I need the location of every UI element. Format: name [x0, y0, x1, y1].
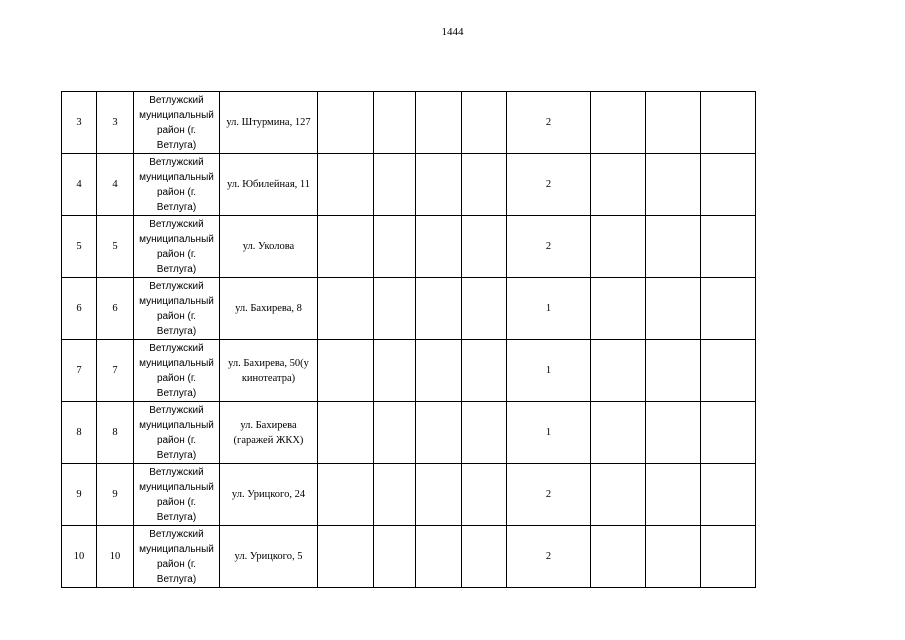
empty-cell — [646, 340, 701, 402]
address-cell: ул. Уколова — [220, 216, 318, 278]
empty-cell — [701, 402, 756, 464]
empty-cell — [416, 526, 462, 588]
row-index-cell: 10 — [97, 526, 134, 588]
empty-cell — [701, 340, 756, 402]
empty-cell — [462, 340, 507, 402]
data-table — [61, 91, 756, 588]
empty-cell — [591, 464, 646, 526]
empty-cell — [416, 154, 462, 216]
empty-cell — [374, 526, 416, 588]
row-index-cell: 6 — [97, 278, 134, 340]
table-row — [62, 340, 756, 402]
address-cell: ул. Бахирева (гаражей ЖКХ) — [220, 402, 318, 464]
empty-cell — [462, 402, 507, 464]
row-number-cell: 5 — [62, 216, 97, 278]
table-row — [62, 216, 756, 278]
empty-cell — [462, 278, 507, 340]
row-index-cell: 7 — [97, 340, 134, 402]
row-number-cell: 9 — [62, 464, 97, 526]
empty-cell — [416, 340, 462, 402]
address-cell: ул. Юбилейная, 11 — [220, 154, 318, 216]
empty-cell — [374, 216, 416, 278]
count-cell: 2 — [507, 216, 591, 278]
empty-cell — [318, 92, 374, 154]
row-index-cell: 5 — [97, 216, 134, 278]
empty-cell — [646, 92, 701, 154]
empty-cell — [591, 402, 646, 464]
count-cell: 1 — [507, 340, 591, 402]
empty-cell — [646, 464, 701, 526]
empty-cell — [416, 278, 462, 340]
table-row — [62, 464, 756, 526]
empty-cell — [462, 92, 507, 154]
empty-cell — [374, 340, 416, 402]
empty-cell — [701, 526, 756, 588]
empty-cell — [701, 464, 756, 526]
empty-cell — [462, 216, 507, 278]
row-number-cell: 6 — [62, 278, 97, 340]
empty-cell — [416, 92, 462, 154]
empty-cell — [646, 216, 701, 278]
district-cell: Ветлужский муниципальный район (г. Ветлуга) — [134, 402, 220, 464]
empty-cell — [318, 402, 374, 464]
table-row — [62, 278, 756, 340]
empty-cell — [374, 402, 416, 464]
address-cell: ул. Бахирева, 8 — [220, 278, 318, 340]
row-number-cell: 4 — [62, 154, 97, 216]
empty-cell — [646, 278, 701, 340]
empty-cell — [591, 278, 646, 340]
empty-cell — [416, 402, 462, 464]
empty-cell — [416, 216, 462, 278]
table-row — [62, 154, 756, 216]
empty-cell — [462, 154, 507, 216]
empty-cell — [591, 340, 646, 402]
empty-cell — [646, 154, 701, 216]
table-row — [62, 402, 756, 464]
empty-cell — [701, 216, 756, 278]
empty-cell — [591, 92, 646, 154]
empty-cell — [318, 278, 374, 340]
row-number-cell: 7 — [62, 340, 97, 402]
empty-cell — [318, 464, 374, 526]
empty-cell — [646, 402, 701, 464]
empty-cell — [591, 216, 646, 278]
count-cell: 1 — [507, 278, 591, 340]
district-cell: Ветлужский муниципальный район (г. Ветлуга) — [134, 154, 220, 216]
row-index-cell: 8 — [97, 402, 134, 464]
count-cell: 2 — [507, 464, 591, 526]
empty-cell — [416, 464, 462, 526]
address-cell: ул. Штурмина, 127 — [220, 92, 318, 154]
empty-cell — [701, 154, 756, 216]
empty-cell — [318, 340, 374, 402]
empty-cell — [374, 278, 416, 340]
empty-cell — [318, 154, 374, 216]
row-number-cell: 10 — [62, 526, 97, 588]
row-number-cell: 3 — [62, 92, 97, 154]
empty-cell — [374, 154, 416, 216]
row-index-cell: 4 — [97, 154, 134, 216]
empty-cell — [591, 526, 646, 588]
empty-cell — [318, 526, 374, 588]
district-cell: Ветлужский муниципальный район (г. Ветлуга) — [134, 92, 220, 154]
count-cell: 1 — [507, 402, 591, 464]
count-cell: 2 — [507, 526, 591, 588]
address-cell: ул. Урицкого, 5 — [220, 526, 318, 588]
district-cell: Ветлужский муниципальный район (г. Ветлуга) — [134, 526, 220, 588]
row-index-cell: 9 — [97, 464, 134, 526]
district-cell: Ветлужский муниципальный район (г. Ветлуга) — [134, 278, 220, 340]
empty-cell — [374, 464, 416, 526]
empty-cell — [646, 526, 701, 588]
row-index-cell: 3 — [97, 92, 134, 154]
empty-cell — [462, 526, 507, 588]
district-cell: Ветлужский муниципальный район (г. Ветлуга) — [134, 340, 220, 402]
empty-cell — [462, 464, 507, 526]
district-cell: Ветлужский муниципальный район (г. Ветлуга) — [134, 464, 220, 526]
row-number-cell: 8 — [62, 402, 97, 464]
empty-cell — [701, 92, 756, 154]
table-row — [62, 92, 756, 154]
address-cell: ул. Бахирева, 50(у кинотеатра) — [220, 340, 318, 402]
page-number: 1444 — [441, 26, 464, 38]
count-cell: 2 — [507, 154, 591, 216]
empty-cell — [591, 154, 646, 216]
empty-cell — [701, 278, 756, 340]
empty-cell — [374, 92, 416, 154]
empty-cell — [318, 216, 374, 278]
table-body — [62, 92, 756, 588]
district-cell: Ветлужский муниципальный район (г. Ветлуга) — [134, 216, 220, 278]
address-cell: ул. Урицкого, 24 — [220, 464, 318, 526]
count-cell: 2 — [507, 92, 591, 154]
table-row — [62, 526, 756, 588]
